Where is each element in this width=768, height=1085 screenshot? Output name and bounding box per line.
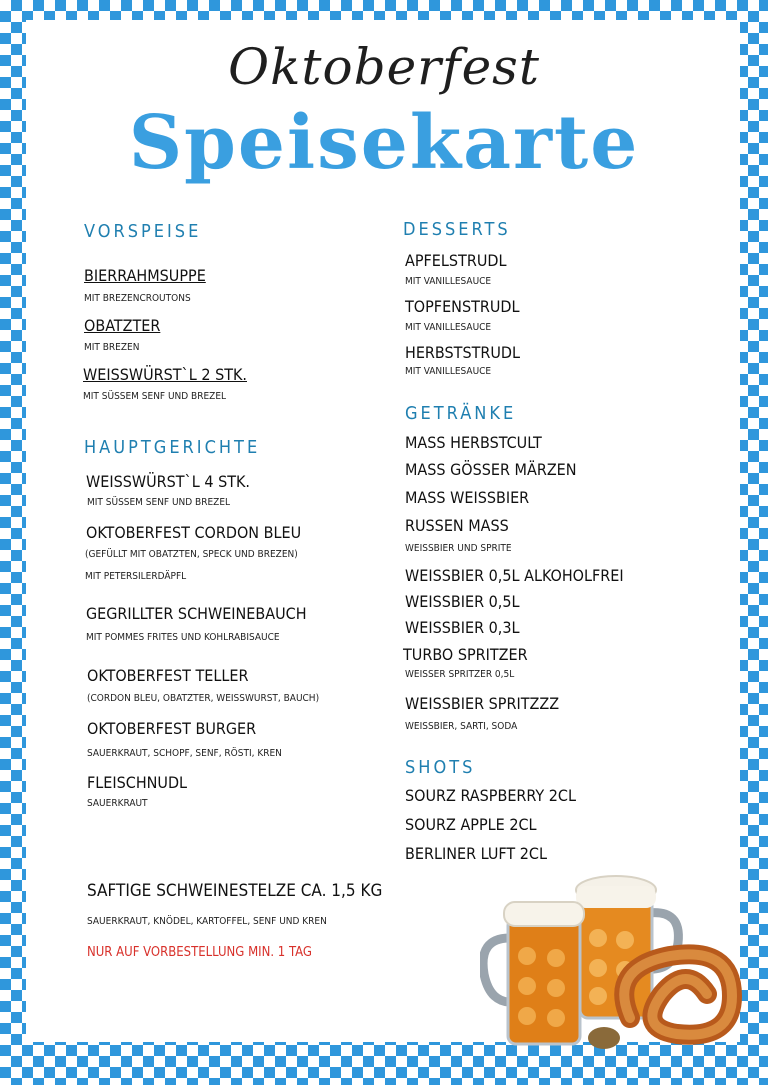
menu-item-desc: MIT BREZENCROUTONS: [84, 293, 191, 304]
menu-item-name: HERBSTSTRUDL: [405, 343, 521, 362]
menu-item-name: MASS GÖSSER MÄRZEN: [405, 460, 577, 479]
menu-item-name: GEGRILLTER SCHWEINEBAUCH: [86, 604, 307, 623]
menu-item-name: APFELSTRUDL: [405, 251, 507, 270]
beer-mug-icon: [483, 902, 584, 1044]
nut-icon: [588, 1027, 620, 1049]
menu-item-desc: MIT VANILLESAUCE: [405, 322, 492, 333]
menu-item-name: BERLINER LUFT 2CL: [405, 844, 547, 863]
section-heading-vorspeise: VORSPEISE: [84, 221, 202, 242]
menu-item-name: WEISSBIER 0,3L: [405, 618, 520, 637]
menu-item-name: WEISSWÜRST`L 2 STK.: [83, 365, 247, 384]
menu-item-name: SOURZ APPLE 2CL: [405, 815, 537, 834]
menu-item-name: SOURZ RASPBERRY 2CL: [405, 786, 576, 805]
section-heading-shots: SHOTS: [405, 757, 476, 778]
menu-item-desc: (CORDON BLEU, OBATZTER, WEISSWURST, BAUCH): [87, 693, 320, 704]
menu-item-desc: MIT SÜSSEM SENF UND BREZEL: [83, 391, 227, 402]
menu-script-title: Oktoberfest: [228, 38, 540, 96]
menu-item-name: OKTOBERFEST TELLER: [87, 666, 249, 685]
menu-item-desc: SAUERKRAUT: [87, 798, 148, 809]
beer-mugs-and-pretzel-illustration: [480, 868, 742, 1058]
section-heading-desserts: DESSERTS: [403, 219, 511, 240]
menu-item-desc: MIT VANILLESAUCE: [405, 276, 492, 287]
special-item-name: SAFTIGE SCHWEINESTELZE CA. 1,5 KG: [87, 881, 383, 901]
menu-item-name: FLEISCHNUDL: [87, 773, 188, 792]
menu-item-name: WEISSBIER SPRITZZZ: [405, 694, 560, 713]
menu-item-desc: (GEFÜLLT MIT OBATZTEN, SPECK UND BREZEN): [85, 549, 298, 560]
menu-item-desc: WEISSBIER, SARTI, SODA: [405, 721, 518, 732]
menu-item-desc: MIT POMMES FRITES UND KOHLRABISAUCE: [86, 632, 280, 643]
menu-item-name: MASS WEISSBIER: [405, 488, 530, 507]
section-heading-getraenke: GETRÄNKE: [405, 403, 517, 424]
menu-item-desc: WEISSER SPRITZER 0,5L: [405, 669, 515, 680]
menu-item-name: TOPFENSTRUDL: [405, 297, 520, 316]
menu-item-desc: MIT BREZEN: [84, 342, 140, 353]
menu-item-desc: MIT SÜSSEM SENF UND BREZEL: [87, 497, 231, 508]
menu-item-name: RUSSEN MASS: [405, 516, 509, 535]
menu-item-name: TURBO SPRITZER: [403, 645, 528, 664]
special-item-desc: SAUERKRAUT, KNÖDEL, KARTOFFEL, SENF UND KREN: [87, 916, 327, 927]
menu-item-name: MASS HERBSTCULT: [405, 433, 542, 452]
menu-item-desc: WEISSBIER UND SPRITE: [405, 543, 512, 554]
section-heading-hauptgerichte: HAUPTGERICHTE: [84, 437, 261, 458]
menu-title: Speisekarte: [128, 100, 640, 186]
menu-item-desc: MIT PETERSILERDÄPFL: [85, 571, 187, 582]
menu-item-name: BIERRAHMSUPPE: [84, 266, 206, 285]
menu-item-desc: MIT VANILLESAUCE: [405, 366, 492, 377]
menu-item-name: WEISSWÜRST`L 4 STK.: [86, 472, 250, 491]
menu-item-name: OKTOBERFEST BURGER: [87, 719, 257, 738]
menu-item-desc: SAUERKRAUT, SCHOPF, SENF, RÖSTI, KREN: [87, 748, 282, 759]
menu-item-name: WEISSBIER 0,5L: [405, 592, 520, 611]
preorder-note: NUR AUF VORBESTELLUNG MIN. 1 TAG: [87, 945, 312, 960]
menu-item-name: WEISSBIER 0,5L ALKOHOLFREI: [405, 566, 624, 585]
menu-item-name: OKTOBERFEST CORDON BLEU: [86, 523, 302, 542]
menu-item-name: OBATZTER: [84, 316, 161, 335]
